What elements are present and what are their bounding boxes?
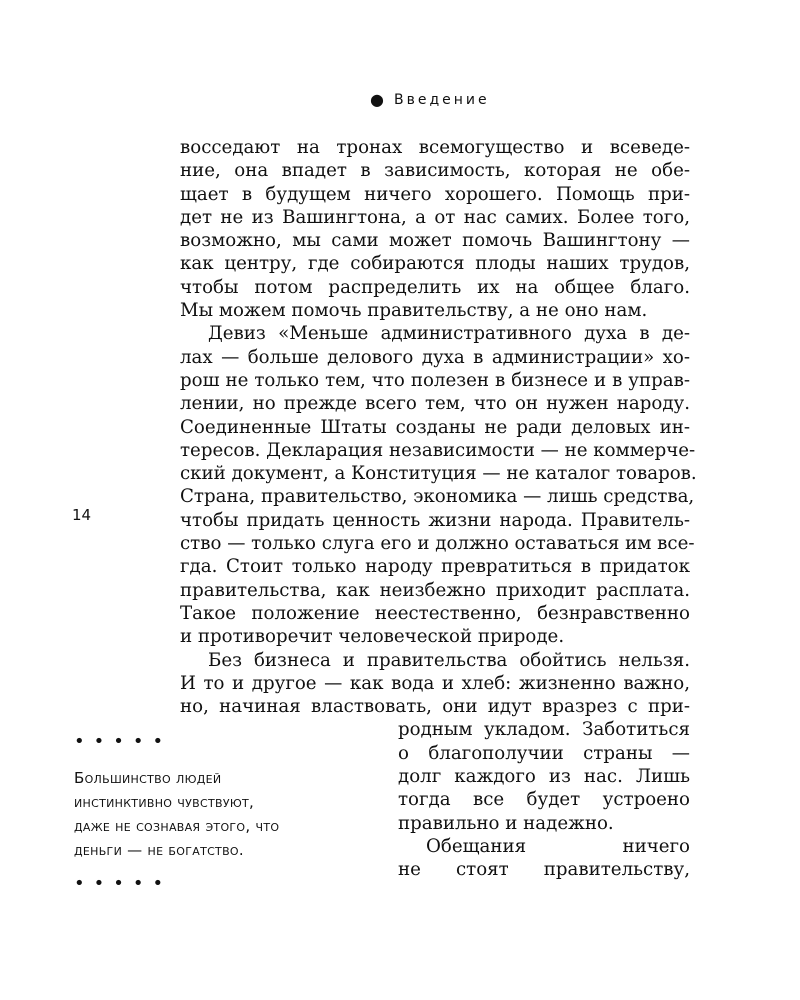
text-line: родным укладом. Заботиться <box>398 719 690 741</box>
pull-quote-line: Большинство людей <box>74 769 222 787</box>
text-line: Без бизнеса и правительства обойтись нельзя. <box>208 649 690 671</box>
text-line: о благополучии страны — <box>398 742 690 764</box>
pull-quote-line: инстинктивно чувствуют, <box>74 793 255 811</box>
page-number: 14 <box>72 506 92 524</box>
text-line: и противоречит человеческой природе. <box>180 626 565 648</box>
text-line: ние, она впадет в зависимость, которая не обе- <box>180 160 690 182</box>
pull-quote-line: даже не сознавая этого, что <box>74 817 280 835</box>
text-line: тогда все будет устроено <box>398 789 690 811</box>
text-line: Мы можем помочь правительству, а не оно нам. <box>180 300 648 322</box>
text-line: но, начиная властвовать, они идут вразрез с при- <box>180 696 690 718</box>
text-line: не стоят правительству, <box>398 859 690 881</box>
text-line: лении, но прежде всего тем, что он нужен народу. <box>180 393 690 415</box>
section-title: Введение <box>393 91 490 108</box>
text-line: гда. Стоит только народу превратиться в придаток <box>180 556 690 578</box>
text-line: чтобы придать ценность жизни народа. Правитель- <box>180 509 690 531</box>
text-line: рош не только тем, что полезен в бизнесе и в управ- <box>180 369 690 391</box>
text-line: правительства, как неизбежно приходит расплата. <box>180 579 690 601</box>
text-line: как центру, где собираются плоды наших трудов, <box>180 253 690 275</box>
text-line: Девиз «Меньше административного духа в де- <box>208 323 690 345</box>
narrow-column <box>398 718 690 881</box>
text-line: Такое положение неестественно, безнравственно <box>180 602 690 624</box>
dots-divider-bottom: ••••• <box>74 873 173 894</box>
running-header <box>370 90 490 109</box>
text-line: Страна, правительство, экономика — лишь средства, <box>180 486 695 508</box>
text-line: лах — больше делового духа в администрации» хо- <box>180 346 690 368</box>
text-line: чтобы потом распределить их на общее благо. <box>180 276 690 298</box>
bullet-icon: ● <box>370 90 384 109</box>
text-line: щает в будущем ничего хорошего. Помощь при- <box>180 183 690 205</box>
pull-quote-text <box>74 766 374 862</box>
text-line: восседают на тронах всемогущество и всеведе- <box>180 137 690 158</box>
pull-quote-line: деньги — не богатство. <box>74 841 244 859</box>
text-line: тересов. Декларация независимости — не коммерче- <box>180 439 696 461</box>
text-line: возможно, мы сами может помочь Вашингтону — <box>180 230 690 252</box>
text-line: ский документ, а Конституция — не каталог товаров. <box>180 463 697 485</box>
text-line: Соединенные Штаты созданы не ради деловых ин- <box>180 416 690 438</box>
text-line: дет не из Вашингтона, а от нас самих. Более того, <box>180 206 690 228</box>
dots-divider-top: ••••• <box>74 731 173 752</box>
text-line: долг каждого из нас. Лишь <box>398 766 690 788</box>
text-line: Обещания ничего <box>426 835 690 857</box>
text-line: ство — только слуга его и должно оставаться им все- <box>180 533 695 555</box>
text-line: И то и другое — как вода и хлеб: жизненно важно, <box>180 672 690 694</box>
pull-quote <box>74 730 374 896</box>
text-line: правильно и надежно. <box>398 812 614 834</box>
